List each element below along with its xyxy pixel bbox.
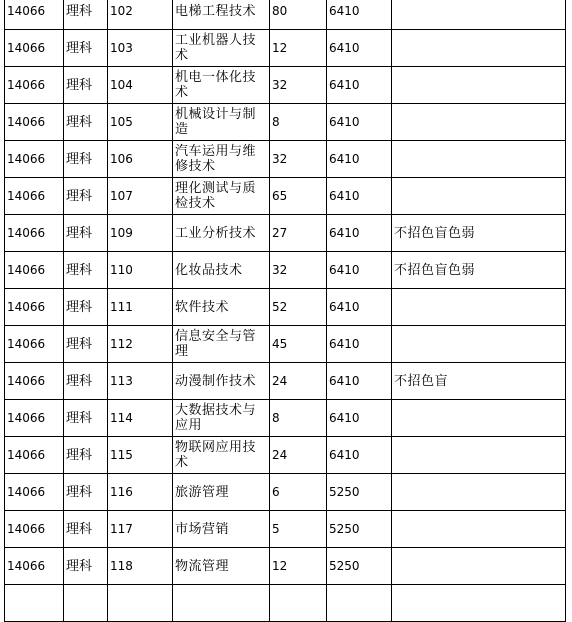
plan-count-cell: 80	[270, 0, 327, 30]
table-row	[5, 548, 566, 585]
major-name-cell: 物联网应用技术	[173, 437, 270, 474]
major-name-cell: 机械设计与制造	[173, 104, 270, 141]
plan-count-cell: 6	[270, 474, 327, 511]
school-code-cell: 14066	[5, 67, 64, 104]
remark-cell	[392, 326, 566, 363]
tuition-fee-cell: 6410	[327, 0, 392, 30]
tuition-fee-cell: 6410	[327, 215, 392, 252]
remark-cell	[392, 178, 566, 215]
category-cell: 理科	[64, 548, 108, 585]
major-number-cell: 103	[108, 30, 173, 67]
tuition-fee-cell: 6410	[327, 104, 392, 141]
plan-count-cell: 52	[270, 289, 327, 326]
table-row	[5, 474, 566, 511]
table-row	[5, 400, 566, 437]
major-name-cell: 化妆品技术	[173, 252, 270, 289]
table-row	[5, 178, 566, 215]
school-code-cell: 14066	[5, 215, 64, 252]
table-row	[5, 67, 566, 104]
major-name-cell: 电梯工程技术	[173, 0, 270, 30]
category-cell: 理科	[64, 104, 108, 141]
category-cell: 理科	[64, 252, 108, 289]
table-row	[5, 289, 566, 326]
school-code-cell: 14066	[5, 141, 64, 178]
plan-count-cell: 8	[270, 400, 327, 437]
enrollment-plan-table	[4, 0, 566, 622]
tuition-fee-cell	[327, 585, 392, 622]
school-code-cell: 14066	[5, 0, 64, 30]
major-number-cell: 114	[108, 400, 173, 437]
tuition-fee-cell: 6410	[327, 252, 392, 289]
category-cell: 理科	[64, 289, 108, 326]
table-row	[5, 585, 566, 622]
table-row	[5, 252, 566, 289]
major-number-cell: 118	[108, 548, 173, 585]
major-number-cell	[108, 585, 173, 622]
major-name-cell: 工业机器人技术	[173, 30, 270, 67]
school-code-cell: 14066	[5, 400, 64, 437]
major-number-cell: 115	[108, 437, 173, 474]
remark-cell: 不招色盲色弱	[392, 215, 566, 252]
major-number-cell: 113	[108, 363, 173, 400]
major-number-cell: 106	[108, 141, 173, 178]
category-cell: 理科	[64, 326, 108, 363]
major-name-cell	[173, 585, 270, 622]
school-code-cell: 14066	[5, 104, 64, 141]
remark-cell	[392, 548, 566, 585]
tuition-fee-cell: 6410	[327, 289, 392, 326]
school-code-cell: 14066	[5, 511, 64, 548]
major-name-cell: 旅游管理	[173, 474, 270, 511]
plan-count-cell: 12	[270, 548, 327, 585]
table-row	[5, 0, 566, 30]
major-number-cell: 110	[108, 252, 173, 289]
category-cell: 理科	[64, 437, 108, 474]
school-code-cell: 14066	[5, 548, 64, 585]
major-name-cell: 机电一体化技术	[173, 67, 270, 104]
tuition-fee-cell: 6410	[327, 141, 392, 178]
plan-count-cell	[270, 585, 327, 622]
tuition-fee-cell: 6410	[327, 178, 392, 215]
tuition-fee-cell: 6410	[327, 67, 392, 104]
major-name-cell: 信息安全与管理	[173, 326, 270, 363]
category-cell: 理科	[64, 215, 108, 252]
major-name-cell: 大数据技术与应用	[173, 400, 270, 437]
major-number-cell: 109	[108, 215, 173, 252]
major-name-cell: 汽车运用与维修技术	[173, 141, 270, 178]
major-number-cell: 111	[108, 289, 173, 326]
category-cell: 理科	[64, 178, 108, 215]
school-code-cell: 14066	[5, 30, 64, 67]
tuition-fee-cell: 6410	[327, 30, 392, 67]
table-row	[5, 511, 566, 548]
remark-cell: 不招色盲	[392, 363, 566, 400]
major-name-cell: 物流管理	[173, 548, 270, 585]
school-code-cell: 14066	[5, 289, 64, 326]
plan-count-cell: 8	[270, 104, 327, 141]
tuition-fee-cell: 5250	[327, 548, 392, 585]
plan-count-cell: 27	[270, 215, 327, 252]
remark-cell	[392, 104, 566, 141]
category-cell: 理科	[64, 0, 108, 30]
tuition-fee-cell: 6410	[327, 326, 392, 363]
remark-cell	[392, 0, 566, 30]
tuition-fee-cell: 6410	[327, 437, 392, 474]
category-cell: 理科	[64, 474, 108, 511]
remark-cell	[392, 30, 566, 67]
plan-count-cell: 32	[270, 141, 327, 178]
major-name-cell: 动漫制作技术	[173, 363, 270, 400]
table-row	[5, 215, 566, 252]
remark-cell	[392, 437, 566, 474]
school-code-cell: 14066	[5, 252, 64, 289]
tuition-fee-cell: 5250	[327, 474, 392, 511]
remark-cell	[392, 511, 566, 548]
table-row	[5, 141, 566, 178]
category-cell: 理科	[64, 511, 108, 548]
tuition-fee-cell: 6410	[327, 400, 392, 437]
category-cell: 理科	[64, 400, 108, 437]
major-number-cell: 107	[108, 178, 173, 215]
table-row	[5, 326, 566, 363]
table-row	[5, 30, 566, 67]
tuition-fee-cell: 5250	[327, 511, 392, 548]
school-code-cell: 14066	[5, 363, 64, 400]
category-cell: 理科	[64, 141, 108, 178]
tuition-fee-cell: 6410	[327, 363, 392, 400]
major-number-cell: 102	[108, 0, 173, 30]
major-number-cell: 116	[108, 474, 173, 511]
major-name-cell: 软件技术	[173, 289, 270, 326]
remark-cell: 不招色盲色弱	[392, 252, 566, 289]
major-number-cell: 117	[108, 511, 173, 548]
school-code-cell	[5, 585, 64, 622]
major-name-cell: 理化测试与质检技术	[173, 178, 270, 215]
major-name-cell: 工业分析技术	[173, 215, 270, 252]
remark-cell	[392, 585, 566, 622]
remark-cell	[392, 400, 566, 437]
plan-count-cell: 5	[270, 511, 327, 548]
school-code-cell: 14066	[5, 474, 64, 511]
table-row	[5, 363, 566, 400]
remark-cell	[392, 67, 566, 104]
category-cell: 理科	[64, 67, 108, 104]
category-cell	[64, 585, 108, 622]
remark-cell	[392, 474, 566, 511]
table-row	[5, 437, 566, 474]
table-row	[5, 104, 566, 141]
school-code-cell: 14066	[5, 326, 64, 363]
major-number-cell: 104	[108, 67, 173, 104]
category-cell: 理科	[64, 30, 108, 67]
school-code-cell: 14066	[5, 178, 64, 215]
plan-count-cell: 24	[270, 437, 327, 474]
major-name-cell: 市场营销	[173, 511, 270, 548]
table-body	[5, 0, 566, 622]
plan-count-cell: 24	[270, 363, 327, 400]
remark-cell	[392, 141, 566, 178]
school-code-cell: 14066	[5, 437, 64, 474]
plan-count-cell: 45	[270, 326, 327, 363]
plan-count-cell: 32	[270, 67, 327, 104]
remark-cell	[392, 289, 566, 326]
category-cell: 理科	[64, 363, 108, 400]
plan-count-cell: 32	[270, 252, 327, 289]
major-number-cell: 112	[108, 326, 173, 363]
major-number-cell: 105	[108, 104, 173, 141]
plan-count-cell: 65	[270, 178, 327, 215]
plan-count-cell: 12	[270, 30, 327, 67]
